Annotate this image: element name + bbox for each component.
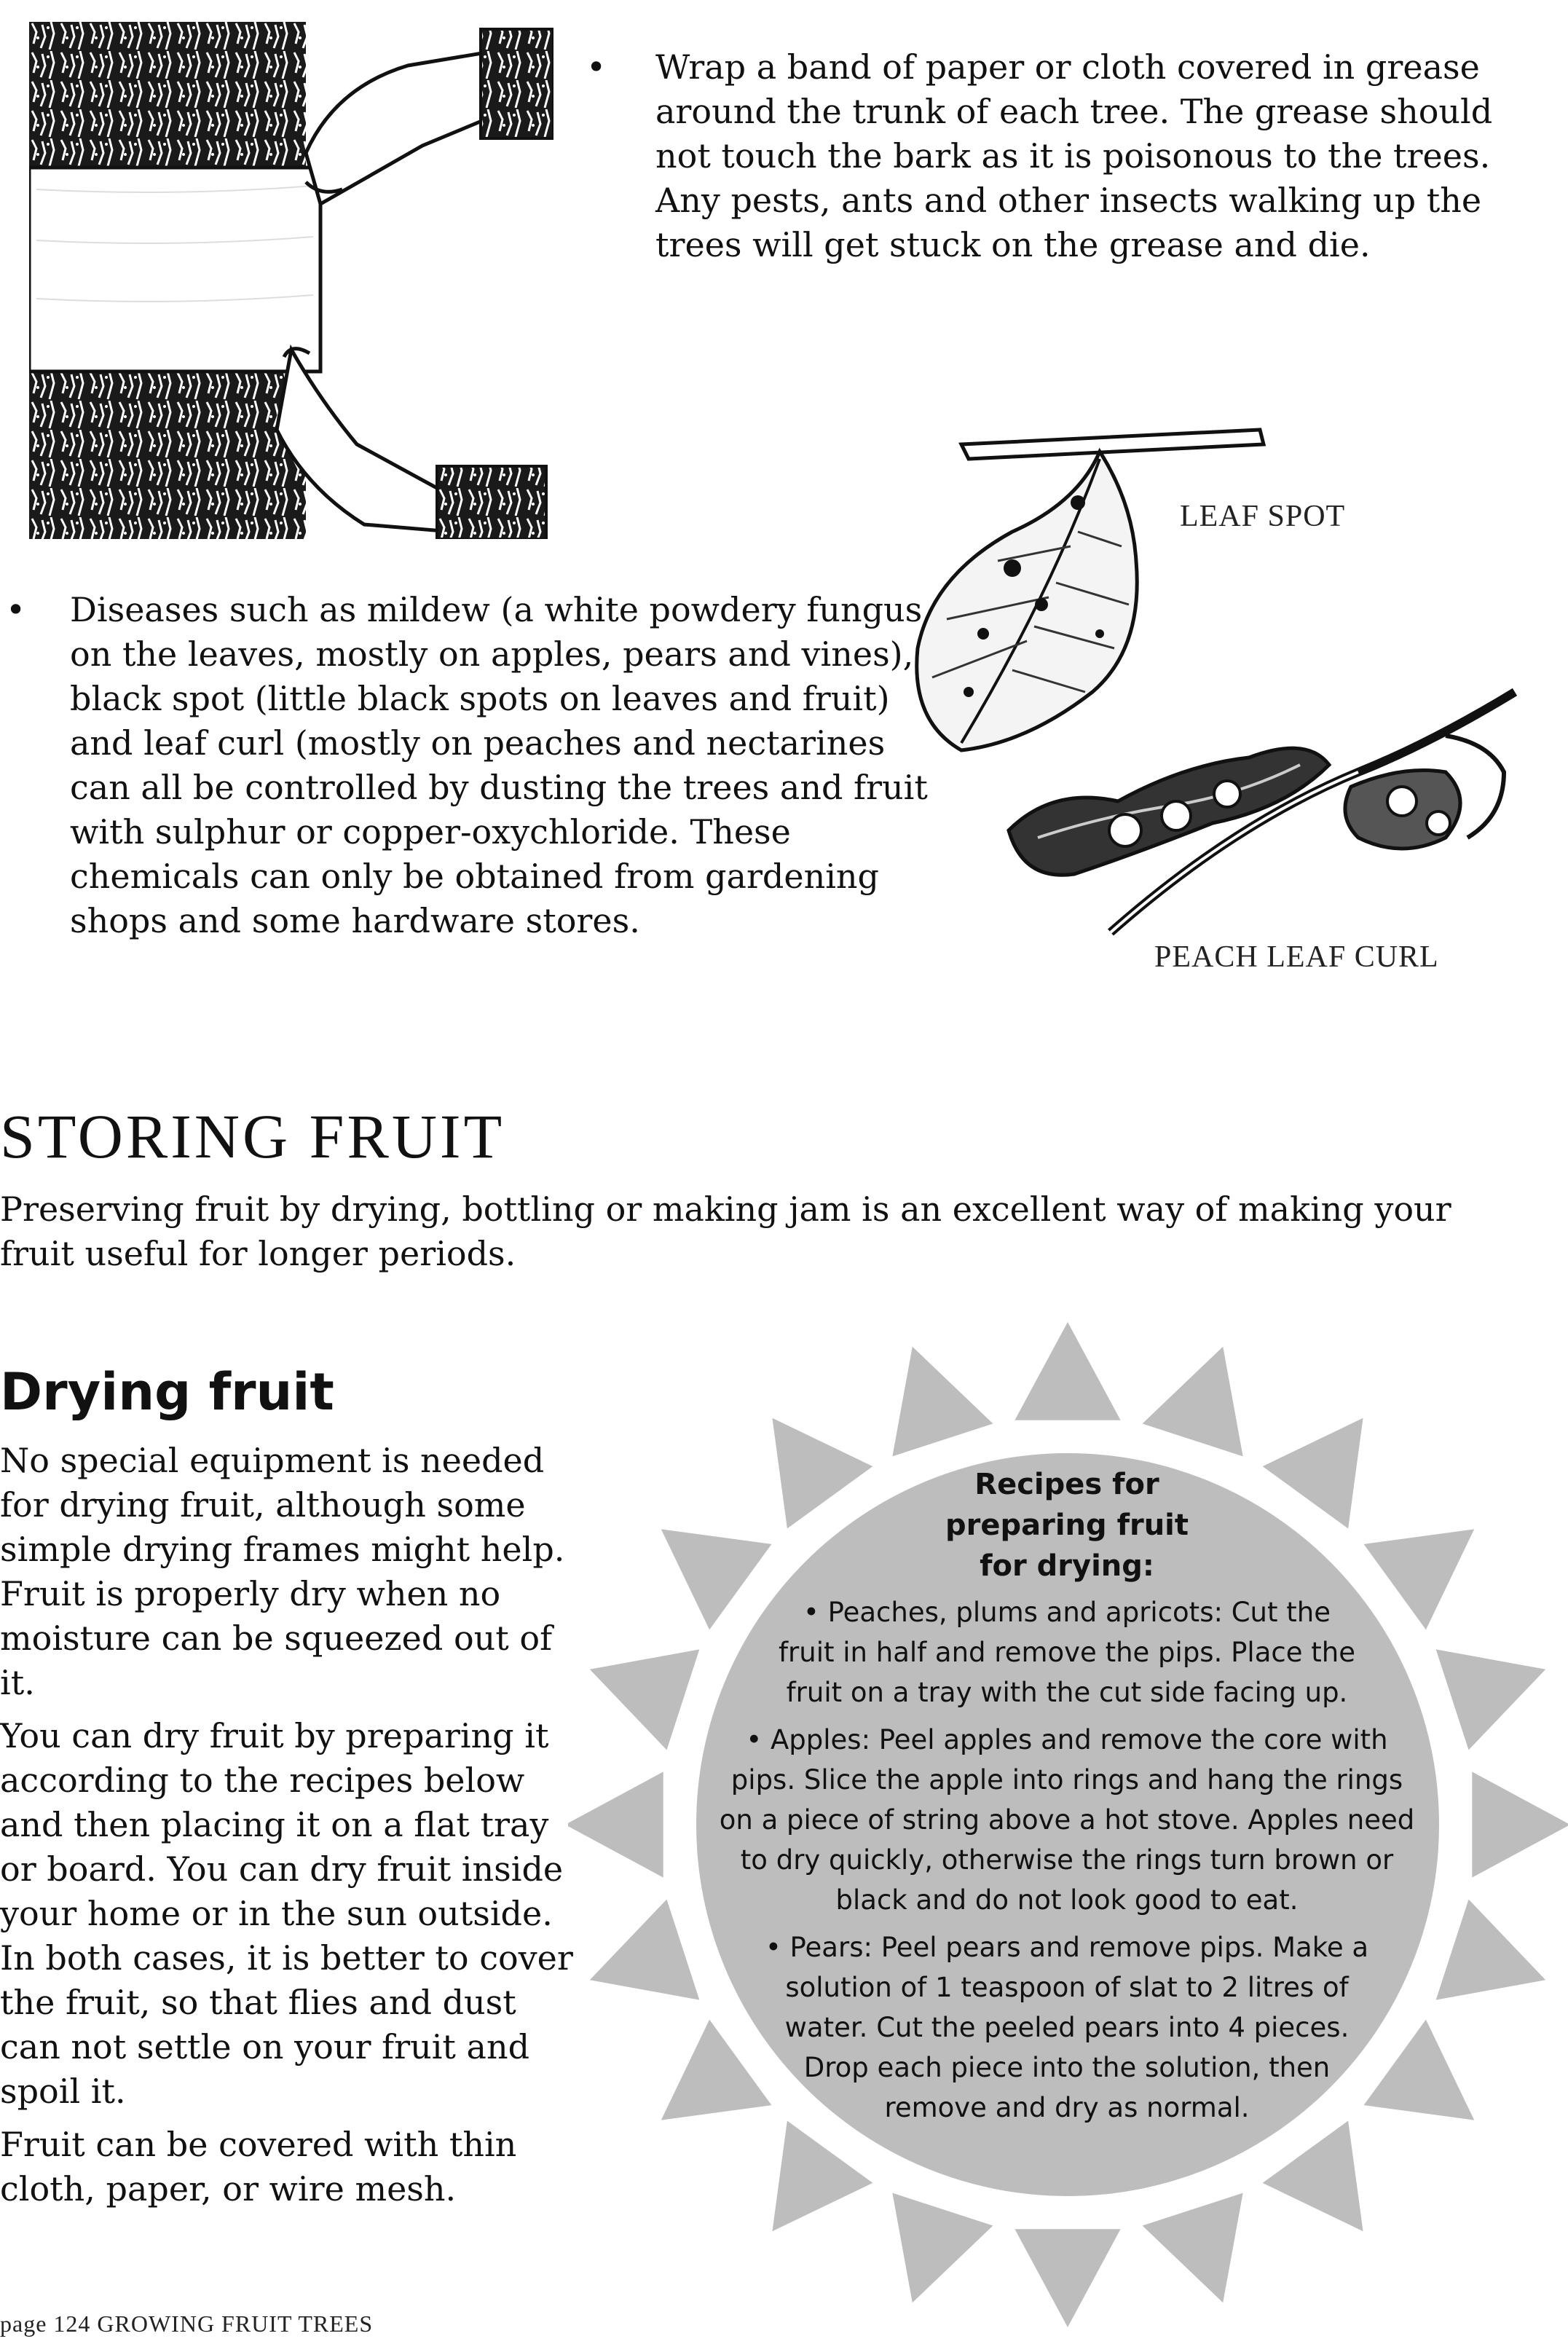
bullet-icon: •: [586, 47, 607, 87]
sun-ray: [1436, 1900, 1546, 2000]
storing-fruit-intro: Preserving fruit by drying, bottling or making jam is an excellent way of making your fruit useful for longer periods.: [0, 1189, 1451, 1273]
recipe-item: • Pears: Peel pears and remove pips. Make a solution of 1 teaspoon of slat to 2 litres of water. Cut the peeled pears into 4 pieces. Drop each piece into the solution, then remove and dry as normal.: [765, 1932, 1369, 2123]
peach-leaf-curl-illustration: [994, 677, 1518, 940]
sun-ray: [1472, 1771, 1568, 1877]
recipe-item: • Peaches, plums and apricots: Cut the fruit in half and remove the pips. Place the fruit on a tray with the cut side facing up.: [779, 1597, 1355, 1708]
grease-band-text: Wrap a band of paper or cloth covered in grease around the trunk of each tree. The grease should not touch the bark as it is poisonous to the trees. Any pests, ants and other insects walking up the trees will get stuck on the grease and die.: [655, 47, 1493, 264]
tree-grease-band-illustration: [29, 22, 553, 539]
bullet-icon: •: [6, 590, 26, 629]
sun-ray: [772, 2121, 872, 2232]
storing-fruit-title: STORING FRUIT: [0, 1101, 505, 1171]
sun-ray: [590, 1900, 700, 2000]
drying-paragraph: You can dry fruit by preparing it according to the recipes below and then placing it on a flat tray or board. You can dry fruit inside your home or in the sun outside. In both cases, it is better to cover the fruit, so that flies and dust can not settle on your fruit and spoil it.: [0, 1716, 573, 2111]
drying-fruit-title: Drying fruit: [0, 1362, 334, 1422]
recipe-item: • Apples: Peel apples and remove the core with pips. Slice the apple into rings and hang the rings on a piece of string above a hot stove. Apples need to dry quickly, otherwise the rings turn brown or black and do not look good to eat.: [719, 1724, 1415, 1916]
recipes-heading: Recipes for preparing fruit for drying:: [945, 1468, 1189, 1583]
sun-ray: [1263, 2121, 1363, 2232]
recipes-box: [696, 1464, 1438, 2128]
sun-ray: [1436, 1649, 1546, 1750]
drying-fruit-body: [0, 1439, 583, 2211]
diseases-text: Diseases such as mildew (a white powdery fungus on the leaves, mostly on apples, pears and vines), black spot (little black spots on leaves and fruit) and leaf curl (mostly on peaches and nectarines can all be controlled by dusting the trees and fruit with sulphur or copper-oxychloride. These chemicals can only be obtained from gardening shops and some hardware stores.: [70, 590, 928, 940]
peach-leaf-curl-label: PEACH LEAF CURL: [1154, 940, 1439, 974]
page-footer: page 124 GROWING FRUIT TREES: [0, 2310, 374, 2337]
drying-paragraph: Fruit can be covered with thin cloth, paper, or wire mesh.: [0, 2125, 517, 2209]
sun-ray: [892, 2193, 993, 2303]
sun-ray: [1015, 2229, 1120, 2327]
sun-ray: [1143, 1347, 1243, 1457]
drying-paragraph: No special equipment is needed for drying fruit, although some simple drying frames might help. Fruit is properly dry when no moisture can be squeezed out of it.: [0, 1441, 565, 1702]
leaf-spot-label: LEAF SPOT: [1180, 500, 1346, 533]
sun-ray: [892, 1347, 993, 1457]
sun-ray: [1015, 1322, 1120, 1420]
sun-ray: [568, 1771, 663, 1877]
sun-ray: [1143, 2193, 1243, 2303]
sun-ray: [590, 1649, 700, 1750]
